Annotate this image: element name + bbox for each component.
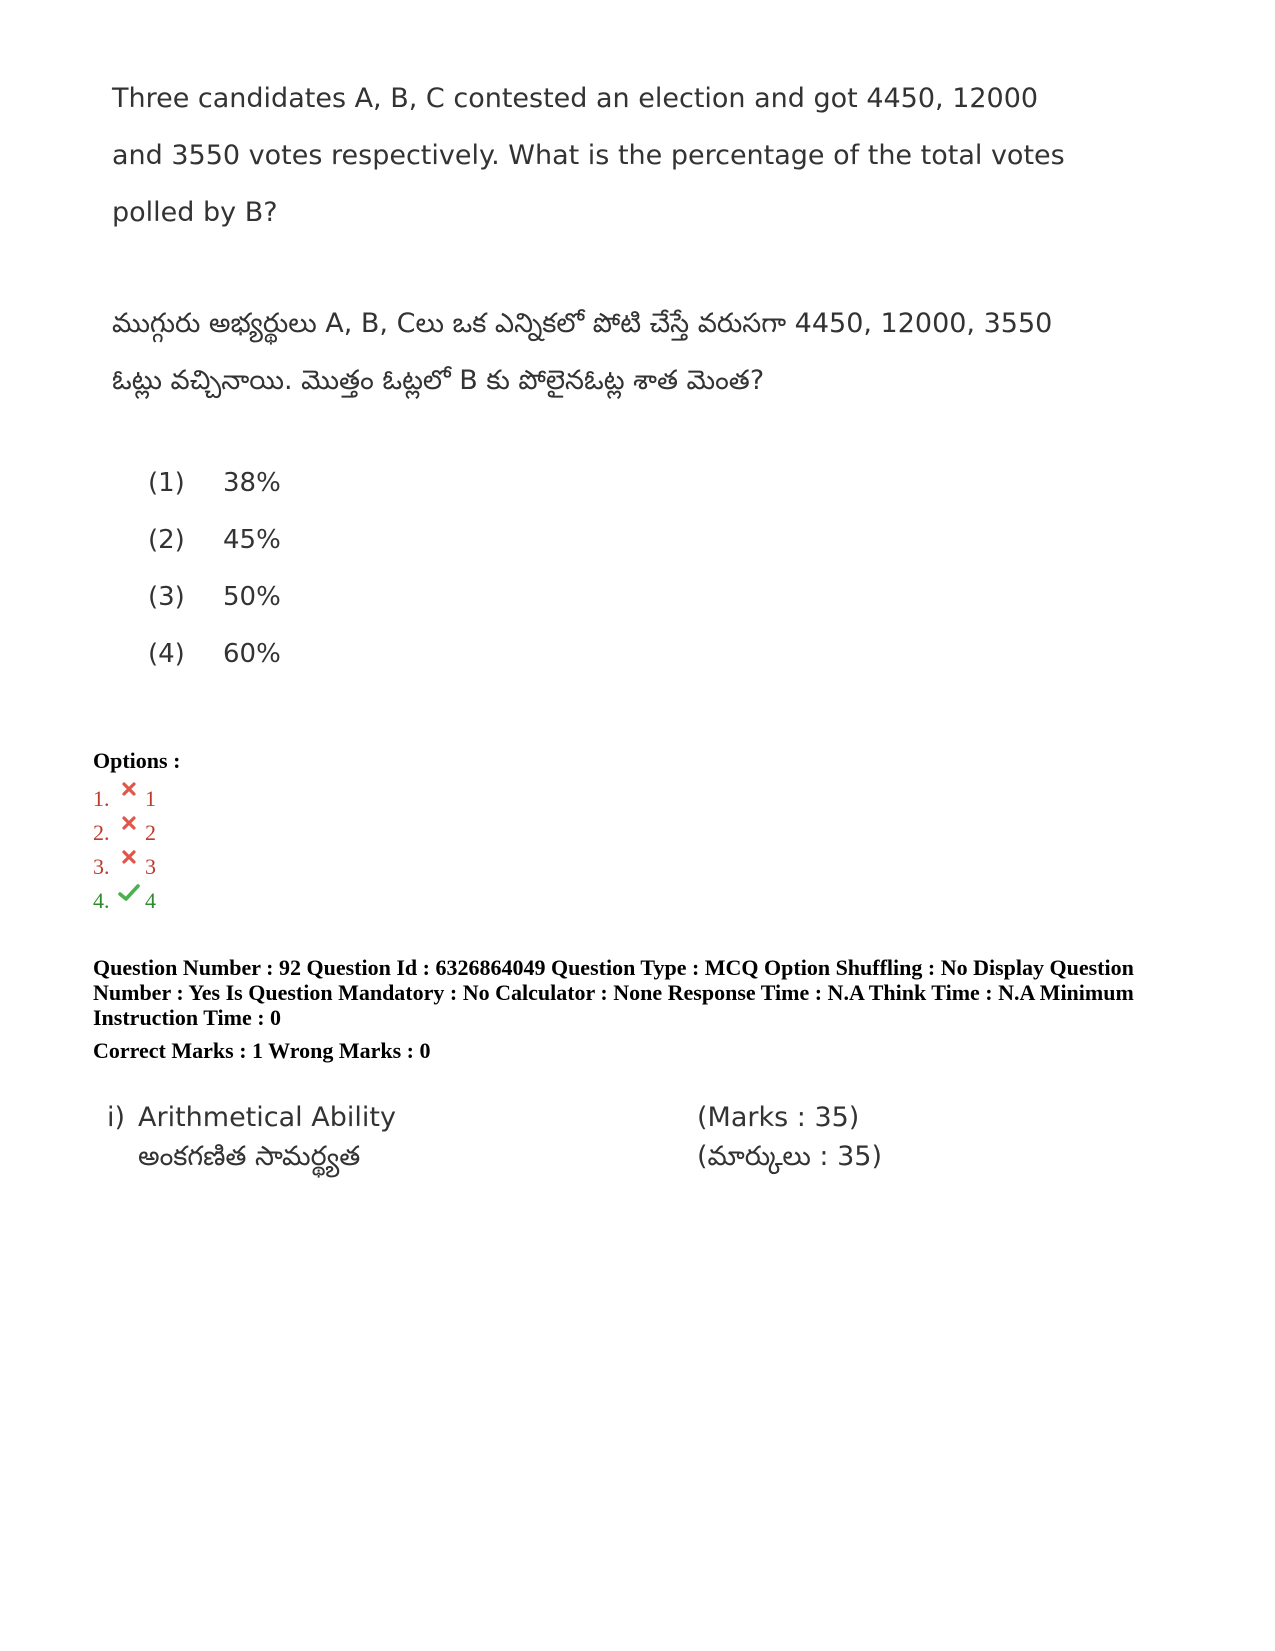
option-value: 3 xyxy=(145,854,156,879)
question-text-english: Three candidates A, B, C contested an election and got 4450, 12000 and 3550 votes respectively. What is the percentage of the total votes polled by B? xyxy=(112,83,1065,228)
question-text-telugu: ముగ్గురు అభ్యర్థులు A, B, Cలు ఒక ఎన్నికలో పోటి చేస్తే వరుసగా 4450, 12000, 3550 ఓట్లు వచ్చినాయి. మొత్తం ఓట్లలో B కు పోలైనఓట్ల శాత మెంత? xyxy=(112,308,1053,396)
option-row xyxy=(93,816,156,850)
check-icon xyxy=(117,884,141,906)
option-row xyxy=(93,782,156,816)
choice-number: (2) xyxy=(148,525,185,555)
answer-choice xyxy=(148,639,281,696)
answer-choice xyxy=(148,468,281,525)
option-index: 3. xyxy=(93,854,110,879)
choice-number: (1) xyxy=(148,468,185,498)
section-title-telugu: అంకగణిత సామర్థ్యత xyxy=(138,1141,361,1172)
section-marks-telugu: (మార్కులు : 35) xyxy=(697,1141,882,1172)
cross-icon xyxy=(117,850,141,872)
option-index: 4. xyxy=(93,888,110,913)
option-value: 1 xyxy=(145,786,156,811)
cross-icon xyxy=(117,816,141,838)
marks-info: Correct Marks : 1 Wrong Marks : 0 xyxy=(93,1038,431,1063)
question-metadata: Question Number : 92 Question Id : 6326864049 Question Type : MCQ Option Shuffling : No Display Question Number : Yes Is Question Mandatory : No Calculator : None Response Time : N.A Think Time : N.A Minimum Instruction Time : 0 xyxy=(93,955,1134,1030)
answer-choice-list xyxy=(148,468,281,696)
option-row xyxy=(93,850,156,884)
options-heading: Options : xyxy=(93,748,181,773)
choice-text: 50% xyxy=(223,582,281,612)
option-index: 1. xyxy=(93,786,110,811)
section-marks xyxy=(697,1098,997,1176)
choice-text: 45% xyxy=(223,525,281,555)
section-marks-english: (Marks : 35) xyxy=(697,1102,860,1133)
choice-number: (4) xyxy=(148,639,185,669)
option-value: 2 xyxy=(145,820,156,845)
cross-icon xyxy=(117,782,141,804)
section-title-english: Arithmetical Ability xyxy=(138,1102,396,1133)
option-value: 4 xyxy=(145,888,156,913)
choice-text: 60% xyxy=(223,639,281,669)
section-numeral: i) xyxy=(107,1102,126,1133)
option-index: 2. xyxy=(93,820,110,845)
section-title xyxy=(107,1098,707,1176)
answer-choice xyxy=(148,582,281,639)
answer-choice xyxy=(148,525,281,582)
choice-number: (3) xyxy=(148,582,185,612)
choice-text: 38% xyxy=(223,468,281,498)
option-row xyxy=(93,884,156,918)
options-list xyxy=(93,782,156,918)
